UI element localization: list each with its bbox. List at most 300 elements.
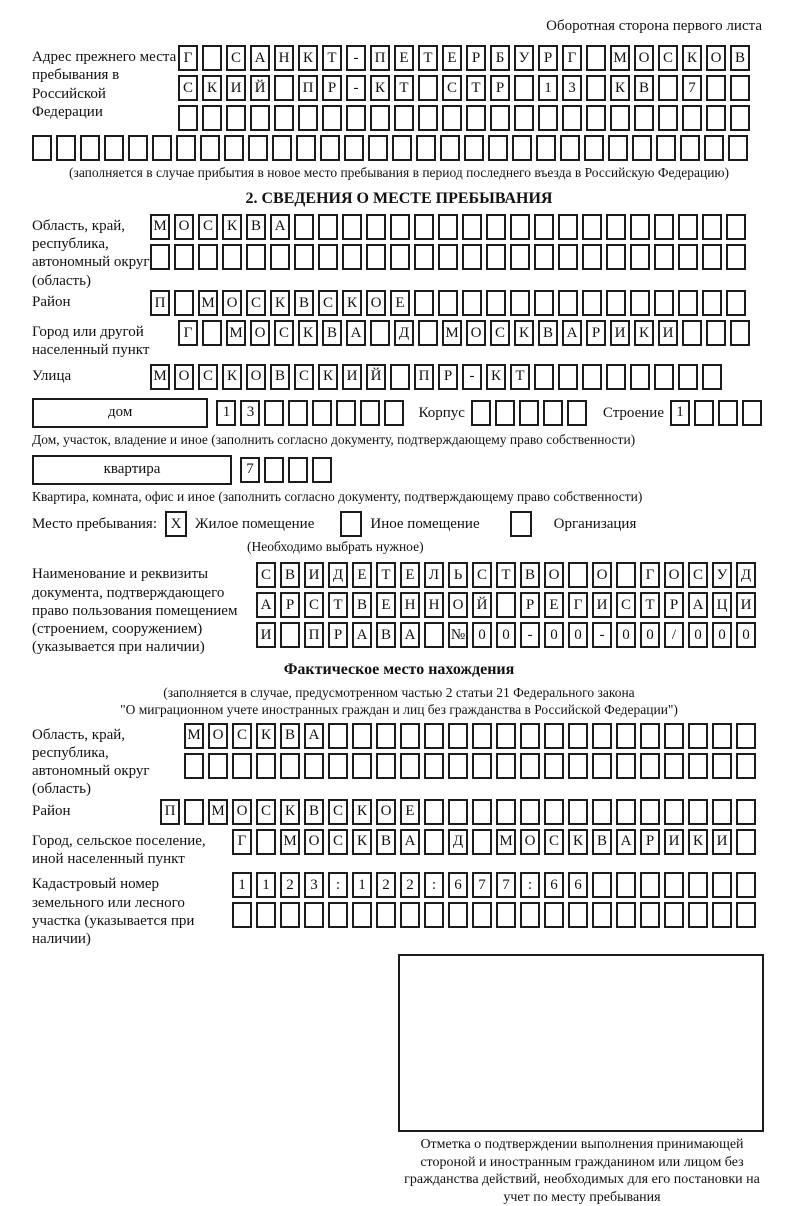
char-cell[interactable]: 2 — [280, 872, 300, 898]
char-cell[interactable]: О — [592, 562, 612, 588]
char-cell[interactable] — [448, 902, 468, 928]
char-cell[interactable] — [730, 105, 750, 131]
char-cell[interactable] — [304, 902, 324, 928]
char-cell[interactable] — [400, 753, 420, 779]
char-cell[interactable] — [640, 902, 660, 928]
char-cell[interactable]: О — [250, 320, 270, 346]
char-cell[interactable] — [198, 244, 218, 270]
char-cell[interactable] — [342, 214, 362, 240]
char-cell[interactable] — [128, 135, 148, 161]
char-cell[interactable] — [640, 799, 660, 825]
char-cell[interactable] — [390, 214, 410, 240]
char-cell[interactable] — [712, 902, 732, 928]
char-cell[interactable] — [616, 753, 636, 779]
char-cell[interactable] — [688, 872, 708, 898]
char-cell[interactable]: А — [270, 214, 290, 240]
char-cell[interactable]: С — [688, 562, 708, 588]
char-cell[interactable]: Е — [394, 45, 414, 71]
char-cell[interactable]: М — [496, 829, 516, 855]
char-cell[interactable] — [584, 135, 604, 161]
char-cell[interactable] — [264, 400, 284, 426]
char-cell[interactable]: С — [442, 75, 462, 101]
char-cell[interactable]: С — [226, 45, 246, 71]
char-cell[interactable] — [730, 320, 750, 346]
char-cell[interactable] — [582, 214, 602, 240]
char-cell[interactable]: С — [178, 75, 198, 101]
char-cell[interactable]: А — [400, 622, 420, 648]
char-cell[interactable] — [256, 902, 276, 928]
char-cell[interactable] — [270, 244, 290, 270]
char-cell[interactable] — [606, 364, 626, 390]
char-cell[interactable] — [418, 75, 438, 101]
char-cell[interactable]: 0 — [616, 622, 636, 648]
char-cell[interactable] — [32, 135, 52, 161]
char-cell[interactable] — [582, 244, 602, 270]
char-cell[interactable] — [342, 244, 362, 270]
char-cell[interactable]: Ь — [448, 562, 468, 588]
char-cell[interactable]: О — [520, 829, 540, 855]
char-cell[interactable]: 1 — [538, 75, 558, 101]
char-cell[interactable]: Е — [400, 799, 420, 825]
char-cell[interactable] — [328, 753, 348, 779]
char-cell[interactable]: Р — [328, 622, 348, 648]
char-cell[interactable]: К — [298, 320, 318, 346]
char-cell[interactable] — [520, 799, 540, 825]
char-cell[interactable]: К — [202, 75, 222, 101]
checkbox-other-premises[interactable] — [340, 511, 362, 537]
char-cell[interactable] — [280, 622, 300, 648]
char-cell[interactable]: Т — [394, 75, 414, 101]
char-cell[interactable] — [486, 244, 506, 270]
char-cell[interactable]: 1 — [232, 872, 252, 898]
char-cell[interactable]: П — [160, 799, 180, 825]
char-cell[interactable] — [184, 799, 204, 825]
char-cell[interactable]: Д — [736, 562, 756, 588]
char-cell[interactable]: О — [448, 592, 468, 618]
char-cell[interactable]: В — [280, 562, 300, 588]
char-cell[interactable] — [664, 753, 684, 779]
char-cell[interactable]: В — [322, 320, 342, 346]
char-cell[interactable] — [630, 244, 650, 270]
char-cell[interactable] — [702, 364, 722, 390]
checkbox-residential[interactable]: X — [165, 511, 187, 537]
char-cell[interactable] — [440, 135, 460, 161]
char-cell[interactable] — [678, 214, 698, 240]
char-cell[interactable] — [519, 400, 539, 426]
char-cell[interactable]: Т — [640, 592, 660, 618]
char-cell[interactable] — [448, 799, 468, 825]
char-cell[interactable] — [390, 364, 410, 390]
char-cell[interactable]: И — [304, 562, 324, 588]
char-cell[interactable] — [534, 290, 554, 316]
char-cell[interactable]: - — [346, 75, 366, 101]
char-cell[interactable] — [318, 214, 338, 240]
char-cell[interactable] — [424, 829, 444, 855]
char-cell[interactable]: 0 — [712, 622, 732, 648]
char-cell[interactable] — [694, 400, 714, 426]
char-cell[interactable] — [202, 320, 222, 346]
char-cell[interactable] — [688, 723, 708, 749]
char-cell[interactable]: Н — [424, 592, 444, 618]
char-cell[interactable] — [560, 135, 580, 161]
char-cell[interactable]: К — [514, 320, 534, 346]
char-cell[interactable] — [288, 457, 308, 483]
char-cell[interactable]: Й — [250, 75, 270, 101]
char-cell[interactable] — [730, 75, 750, 101]
char-cell[interactable]: С — [304, 592, 324, 618]
char-cell[interactable]: В — [538, 320, 558, 346]
char-cell[interactable] — [514, 75, 534, 101]
char-cell[interactable] — [634, 105, 654, 131]
char-cell[interactable] — [296, 135, 316, 161]
char-cell[interactable] — [680, 135, 700, 161]
char-cell[interactable]: М — [198, 290, 218, 316]
char-cell[interactable]: Й — [472, 592, 492, 618]
char-cell[interactable] — [543, 400, 563, 426]
char-cell[interactable]: К — [298, 45, 318, 71]
char-cell[interactable]: В — [352, 592, 372, 618]
char-cell[interactable]: О — [208, 723, 228, 749]
char-cell[interactable] — [712, 753, 732, 779]
char-cell[interactable]: Д — [394, 320, 414, 346]
char-cell[interactable]: Е — [544, 592, 564, 618]
char-cell[interactable] — [462, 290, 482, 316]
char-cell[interactable]: И — [712, 829, 732, 855]
char-cell[interactable]: Е — [442, 45, 462, 71]
char-cell[interactable]: Т — [322, 45, 342, 71]
char-cell[interactable] — [178, 105, 198, 131]
char-cell[interactable] — [438, 290, 458, 316]
char-cell[interactable]: О — [544, 562, 564, 588]
char-cell[interactable] — [544, 723, 564, 749]
char-cell[interactable]: 1 — [256, 872, 276, 898]
char-cell[interactable] — [558, 290, 578, 316]
char-cell[interactable]: К — [280, 799, 300, 825]
char-cell[interactable] — [558, 244, 578, 270]
char-cell[interactable] — [56, 135, 76, 161]
char-cell[interactable] — [534, 244, 554, 270]
char-cell[interactable] — [322, 105, 342, 131]
char-cell[interactable] — [726, 290, 746, 316]
char-cell[interactable]: М — [280, 829, 300, 855]
char-cell[interactable]: Г — [562, 45, 582, 71]
char-cell[interactable]: У — [712, 562, 732, 588]
char-cell[interactable] — [616, 902, 636, 928]
char-cell[interactable] — [510, 244, 530, 270]
char-cell[interactable]: Д — [328, 562, 348, 588]
char-cell[interactable]: А — [616, 829, 636, 855]
char-cell[interactable]: С — [294, 364, 314, 390]
char-cell[interactable] — [312, 400, 332, 426]
char-cell[interactable] — [202, 45, 222, 71]
char-cell[interactable]: С — [274, 320, 294, 346]
char-cell[interactable] — [462, 214, 482, 240]
char-cell[interactable] — [448, 753, 468, 779]
char-cell[interactable] — [256, 753, 276, 779]
char-cell[interactable]: 7 — [240, 457, 260, 483]
char-cell[interactable] — [438, 244, 458, 270]
char-cell[interactable]: С — [328, 829, 348, 855]
char-cell[interactable]: Ц — [712, 592, 732, 618]
char-cell[interactable]: - — [592, 622, 612, 648]
char-cell[interactable] — [486, 214, 506, 240]
char-cell[interactable]: - — [346, 45, 366, 71]
char-cell[interactable]: Р — [664, 592, 684, 618]
char-cell[interactable] — [208, 753, 228, 779]
char-cell[interactable]: О — [466, 320, 486, 346]
char-cell[interactable] — [472, 753, 492, 779]
char-cell[interactable] — [682, 320, 702, 346]
char-cell[interactable] — [736, 753, 756, 779]
char-cell[interactable] — [400, 902, 420, 928]
char-cell[interactable]: И — [610, 320, 630, 346]
char-cell[interactable]: И — [592, 592, 612, 618]
char-cell[interactable] — [184, 753, 204, 779]
char-cell[interactable] — [416, 135, 436, 161]
char-cell[interactable] — [728, 135, 748, 161]
char-cell[interactable] — [630, 214, 650, 240]
char-cell[interactable] — [488, 135, 508, 161]
char-cell[interactable] — [496, 753, 516, 779]
char-cell[interactable]: Г — [178, 320, 198, 346]
char-cell[interactable]: Р — [520, 592, 540, 618]
char-cell[interactable]: 7 — [682, 75, 702, 101]
char-cell[interactable] — [706, 320, 726, 346]
char-cell[interactable] — [352, 902, 372, 928]
char-cell[interactable] — [592, 872, 612, 898]
char-cell[interactable] — [496, 592, 516, 618]
char-cell[interactable] — [352, 753, 372, 779]
char-cell[interactable] — [366, 214, 386, 240]
char-cell[interactable]: К — [342, 290, 362, 316]
char-cell[interactable] — [568, 902, 588, 928]
char-cell[interactable]: Р — [586, 320, 606, 346]
char-cell[interactable]: Е — [390, 290, 410, 316]
char-cell[interactable]: М — [150, 214, 170, 240]
char-cell[interactable]: М — [226, 320, 246, 346]
char-cell[interactable]: С — [198, 214, 218, 240]
char-cell[interactable] — [702, 214, 722, 240]
char-cell[interactable] — [352, 723, 372, 749]
char-cell[interactable]: Т — [510, 364, 530, 390]
char-cell[interactable] — [520, 753, 540, 779]
char-cell[interactable]: А — [688, 592, 708, 618]
char-cell[interactable]: В — [376, 622, 396, 648]
char-cell[interactable] — [688, 902, 708, 928]
char-cell[interactable]: 6 — [568, 872, 588, 898]
char-cell[interactable] — [294, 214, 314, 240]
char-cell[interactable]: Е — [352, 562, 372, 588]
char-cell[interactable]: 1 — [670, 400, 690, 426]
char-cell[interactable] — [658, 105, 678, 131]
char-cell[interactable]: Т — [496, 562, 516, 588]
char-cell[interactable]: 0 — [544, 622, 564, 648]
char-cell[interactable] — [80, 135, 100, 161]
char-cell[interactable]: 3 — [562, 75, 582, 101]
char-cell[interactable]: П — [370, 45, 390, 71]
char-cell[interactable]: В — [304, 799, 324, 825]
char-cell[interactable] — [418, 105, 438, 131]
char-cell[interactable]: А — [562, 320, 582, 346]
char-cell[interactable]: К — [634, 320, 654, 346]
char-cell[interactable] — [346, 105, 366, 131]
char-cell[interactable]: О — [376, 799, 396, 825]
char-cell[interactable]: Р — [640, 829, 660, 855]
char-cell[interactable] — [288, 400, 308, 426]
char-cell[interactable]: О — [366, 290, 386, 316]
char-cell[interactable]: И — [658, 320, 678, 346]
char-cell[interactable] — [520, 723, 540, 749]
char-cell[interactable] — [688, 753, 708, 779]
char-cell[interactable] — [200, 135, 220, 161]
char-cell[interactable] — [682, 105, 702, 131]
char-cell[interactable] — [534, 364, 554, 390]
char-cell[interactable]: О — [222, 290, 242, 316]
char-cell[interactable]: С — [198, 364, 218, 390]
char-cell[interactable]: 3 — [304, 872, 324, 898]
char-cell[interactable]: - — [520, 622, 540, 648]
char-cell[interactable] — [472, 902, 492, 928]
char-cell[interactable] — [726, 244, 746, 270]
char-cell[interactable]: О — [174, 214, 194, 240]
char-cell[interactable] — [344, 135, 364, 161]
char-cell[interactable]: 0 — [568, 622, 588, 648]
char-cell[interactable] — [688, 799, 708, 825]
char-cell[interactable]: И — [256, 622, 276, 648]
char-cell[interactable] — [336, 400, 356, 426]
char-cell[interactable] — [544, 902, 564, 928]
char-cell[interactable]: Е — [376, 592, 396, 618]
char-cell[interactable]: Г — [178, 45, 198, 71]
char-cell[interactable] — [424, 799, 444, 825]
char-cell[interactable] — [224, 135, 244, 161]
char-cell[interactable] — [400, 723, 420, 749]
char-cell[interactable] — [442, 105, 462, 131]
char-cell[interactable] — [328, 902, 348, 928]
char-cell[interactable]: 0 — [496, 622, 516, 648]
char-cell[interactable]: Н — [274, 45, 294, 71]
char-cell[interactable] — [640, 753, 660, 779]
char-cell[interactable]: К — [270, 290, 290, 316]
char-cell[interactable] — [718, 400, 738, 426]
char-cell[interactable]: А — [400, 829, 420, 855]
char-cell[interactable] — [712, 723, 732, 749]
char-cell[interactable] — [544, 799, 564, 825]
char-cell[interactable] — [558, 214, 578, 240]
char-cell[interactable]: О — [232, 799, 252, 825]
char-cell[interactable] — [298, 105, 318, 131]
char-cell[interactable] — [368, 135, 388, 161]
char-cell[interactable] — [712, 799, 732, 825]
char-cell[interactable]: К — [318, 364, 338, 390]
char-cell[interactable]: Р — [322, 75, 342, 101]
char-cell[interactable] — [376, 753, 396, 779]
char-cell[interactable] — [496, 799, 516, 825]
char-cell[interactable]: С — [328, 799, 348, 825]
char-cell[interactable] — [654, 244, 674, 270]
char-cell[interactable] — [438, 214, 458, 240]
char-cell[interactable] — [702, 244, 722, 270]
char-cell[interactable] — [586, 105, 606, 131]
char-cell[interactable] — [394, 105, 414, 131]
char-cell[interactable]: С — [256, 799, 276, 825]
char-cell[interactable]: В — [634, 75, 654, 101]
char-cell[interactable]: 6 — [544, 872, 564, 898]
char-cell[interactable] — [592, 902, 612, 928]
char-cell[interactable]: И — [664, 829, 684, 855]
char-cell[interactable] — [272, 135, 292, 161]
char-cell[interactable] — [664, 872, 684, 898]
char-cell[interactable] — [320, 135, 340, 161]
char-cell[interactable]: А — [352, 622, 372, 648]
char-cell[interactable] — [280, 902, 300, 928]
char-cell[interactable] — [150, 244, 170, 270]
char-cell[interactable]: 0 — [736, 622, 756, 648]
char-cell[interactable]: Г — [568, 592, 588, 618]
char-cell[interactable] — [414, 214, 434, 240]
char-cell[interactable] — [370, 320, 390, 346]
char-cell[interactable] — [384, 400, 404, 426]
char-cell[interactable] — [424, 902, 444, 928]
char-cell[interactable] — [567, 400, 587, 426]
char-cell[interactable]: О — [304, 829, 324, 855]
char-cell[interactable] — [312, 457, 332, 483]
char-cell[interactable] — [658, 75, 678, 101]
char-cell[interactable] — [222, 244, 242, 270]
char-cell[interactable] — [736, 723, 756, 749]
char-cell[interactable] — [520, 902, 540, 928]
char-cell[interactable] — [592, 723, 612, 749]
char-cell[interactable] — [495, 400, 515, 426]
char-cell[interactable] — [654, 214, 674, 240]
char-cell[interactable]: П — [414, 364, 434, 390]
char-cell[interactable] — [706, 75, 726, 101]
char-cell[interactable]: Г — [232, 829, 252, 855]
char-cell[interactable] — [202, 105, 222, 131]
char-cell[interactable] — [496, 902, 516, 928]
char-cell[interactable] — [712, 872, 732, 898]
char-cell[interactable] — [592, 753, 612, 779]
char-cell[interactable]: О — [634, 45, 654, 71]
char-cell[interactable]: 0 — [640, 622, 660, 648]
char-cell[interactable]: К — [688, 829, 708, 855]
char-cell[interactable] — [608, 135, 628, 161]
char-cell[interactable] — [630, 364, 650, 390]
char-cell[interactable] — [264, 457, 284, 483]
char-cell[interactable] — [538, 105, 558, 131]
char-cell[interactable] — [640, 723, 660, 749]
char-cell[interactable] — [704, 135, 724, 161]
char-cell[interactable]: С — [544, 829, 564, 855]
char-cell[interactable] — [654, 290, 674, 316]
char-cell[interactable] — [246, 244, 266, 270]
char-cell[interactable]: Р — [438, 364, 458, 390]
char-cell[interactable]: О — [706, 45, 726, 71]
char-cell[interactable]: В — [730, 45, 750, 71]
char-cell[interactable]: С — [472, 562, 492, 588]
char-cell[interactable]: М — [208, 799, 228, 825]
char-cell[interactable] — [536, 135, 556, 161]
char-cell[interactable] — [294, 244, 314, 270]
char-cell[interactable] — [232, 753, 252, 779]
char-cell[interactable]: Т — [328, 592, 348, 618]
char-cell[interactable]: С — [616, 592, 636, 618]
char-cell[interactable] — [558, 364, 578, 390]
char-cell[interactable]: 0 — [688, 622, 708, 648]
char-cell[interactable] — [736, 799, 756, 825]
char-cell[interactable]: К — [610, 75, 630, 101]
char-cell[interactable] — [424, 622, 444, 648]
